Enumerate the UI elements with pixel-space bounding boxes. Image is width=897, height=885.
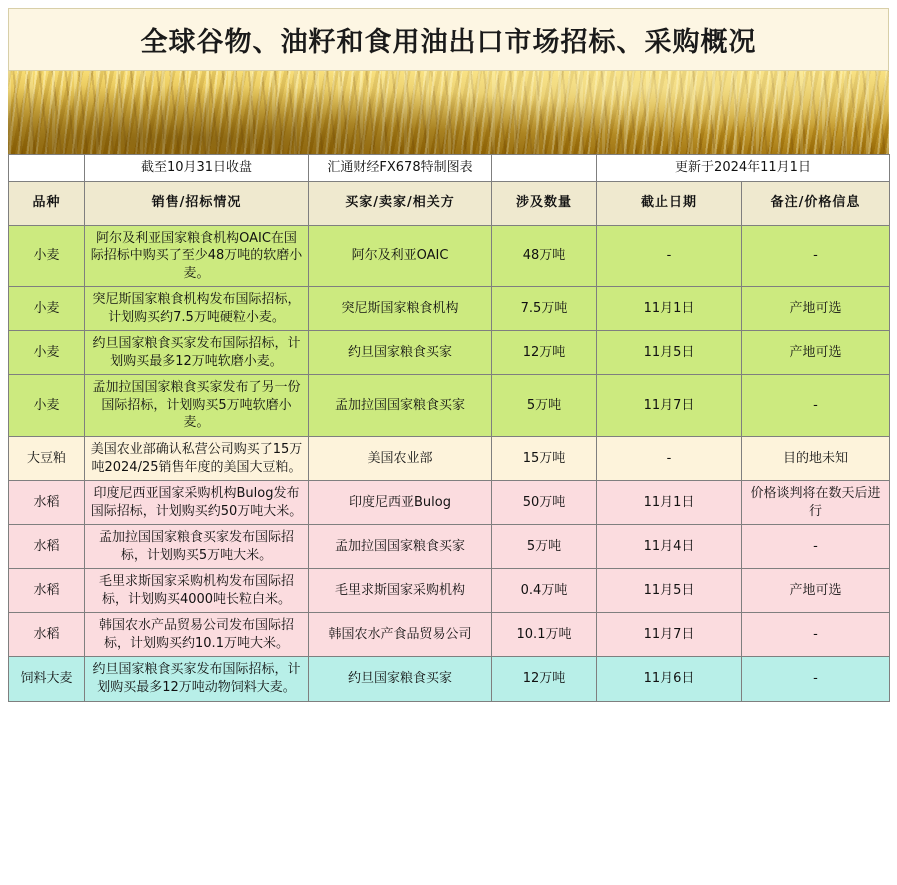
cell-note: -: [742, 525, 890, 569]
cell-category: 大豆粕: [9, 437, 85, 481]
cell-description: 约旦国家粮食买家发布国际招标，计划购买最多12万吨动物饲料大麦。: [85, 657, 309, 701]
table-row: [9, 331, 890, 375]
cell-quantity: 7.5万吨: [492, 287, 597, 331]
cell-category: 水稻: [9, 613, 85, 657]
meta-blank-cell-2: [492, 155, 597, 182]
tender-table: [8, 154, 890, 702]
cell-party: 印度尼西亚Bulog: [309, 481, 492, 525]
table-row: [9, 225, 890, 287]
cell-category: 小麦: [9, 375, 85, 437]
cell-note: 目的地未知: [742, 437, 890, 481]
table-row: [9, 525, 890, 569]
cell-quantity: 50万吨: [492, 481, 597, 525]
cell-deadline: -: [597, 437, 742, 481]
cell-quantity: 15万吨: [492, 437, 597, 481]
page-title: 全球谷物、油籽和食用油出口市场招标、采购概况: [140, 27, 757, 58]
source-note: 汇通财经FX678特制图表: [309, 155, 492, 182]
cell-category: 水稻: [9, 481, 85, 525]
cell-party: 孟加拉国国家粮食买家: [309, 525, 492, 569]
column-header-deadline: 截止日期: [597, 181, 742, 225]
table-row: [9, 375, 890, 437]
cell-quantity: 12万吨: [492, 657, 597, 701]
table-row: [9, 437, 890, 481]
cell-deadline: 11月5日: [597, 331, 742, 375]
cell-description: 美国农业部确认私营公司购买了15万吨2024/25销售年度的美国大豆粕。: [85, 437, 309, 481]
cell-description: 阿尔及利亚国家粮食机构OAIC在国际招标中购买了至少48万吨的软磨小麦。: [85, 225, 309, 287]
cell-description: 孟加拉国国家粮食买家发布了另一份国际招标，计划购买5万吨软磨小麦。: [85, 375, 309, 437]
wheat-photo-shading: [8, 71, 889, 154]
title-banner: [8, 8, 889, 71]
close-note: 截至10月31日收盘: [85, 155, 309, 182]
cell-category: 小麦: [9, 331, 85, 375]
cell-category: 水稻: [9, 525, 85, 569]
cell-quantity: 48万吨: [492, 225, 597, 287]
cell-note: -: [742, 613, 890, 657]
table-row: [9, 481, 890, 525]
table-row: [9, 657, 890, 701]
cell-party: 毛里求斯国家采购机构: [309, 569, 492, 613]
cell-deadline: 11月1日: [597, 481, 742, 525]
table-row: [9, 613, 890, 657]
cell-quantity: 0.4万吨: [492, 569, 597, 613]
wheat-photo-banner: [8, 71, 889, 154]
update-note: 更新于2024年11月1日: [597, 155, 890, 182]
table-row: [9, 287, 890, 331]
cell-deadline: 11月1日: [597, 287, 742, 331]
cell-note: -: [742, 225, 890, 287]
cell-note: 产地可选: [742, 569, 890, 613]
cell-note: -: [742, 657, 890, 701]
cell-party: 美国农业部: [309, 437, 492, 481]
cell-description: 毛里求斯国家采购机构发布国际招标，计划购买4000吨长粒白米。: [85, 569, 309, 613]
cell-deadline: 11月5日: [597, 569, 742, 613]
cell-party: 突尼斯国家粮食机构: [309, 287, 492, 331]
cell-category: 小麦: [9, 225, 85, 287]
cell-deadline: 11月4日: [597, 525, 742, 569]
column-header-category: 品种: [9, 181, 85, 225]
cell-party: 阿尔及利亚OAIC: [309, 225, 492, 287]
meta-row: [9, 155, 890, 182]
cell-party: 韩国农水产食品贸易公司: [309, 613, 492, 657]
cell-note: 价格谈判将在数天后进行: [742, 481, 890, 525]
cell-category: 水稻: [9, 569, 85, 613]
cell-deadline: -: [597, 225, 742, 287]
cell-note: 产地可选: [742, 331, 890, 375]
cell-quantity: 5万吨: [492, 525, 597, 569]
cell-party: 孟加拉国国家粮食买家: [309, 375, 492, 437]
cell-deadline: 11月7日: [597, 375, 742, 437]
cell-deadline: 11月7日: [597, 613, 742, 657]
cell-quantity: 5万吨: [492, 375, 597, 437]
table-row: [9, 569, 890, 613]
cell-party: 约旦国家粮食买家: [309, 331, 492, 375]
table-header-row: [9, 181, 890, 225]
column-header-quantity: 涉及数量: [492, 181, 597, 225]
cell-quantity: 10.1万吨: [492, 613, 597, 657]
cell-category: 饲料大麦: [9, 657, 85, 701]
cell-description: 突尼斯国家粮食机构发布国际招标，计划购买约7.5万吨硬粒小麦。: [85, 287, 309, 331]
cell-description: 印度尼西亚国家采购机构Bulog发布国际招标，计划购买约50万吨大米。: [85, 481, 309, 525]
cell-description: 约旦国家粮食买家发布国际招标，计划购买最多12万吨软磨小麦。: [85, 331, 309, 375]
meta-blank-cell: [9, 155, 85, 182]
cell-note: 产地可选: [742, 287, 890, 331]
cell-deadline: 11月6日: [597, 657, 742, 701]
column-header-description: 销售/招标情况: [85, 181, 309, 225]
cell-note: -: [742, 375, 890, 437]
cell-quantity: 12万吨: [492, 331, 597, 375]
cell-category: 小麦: [9, 287, 85, 331]
column-header-party: 买家/卖家/相关方: [309, 181, 492, 225]
cell-party: 约旦国家粮食买家: [309, 657, 492, 701]
column-header-note: 备注/价格信息: [742, 181, 890, 225]
cell-description: 韩国农水产品贸易公司发布国际招标，计划购买约10.1万吨大米。: [85, 613, 309, 657]
cell-description: 孟加拉国国家粮食买家发布国际招标，计划购买5万吨大米。: [85, 525, 309, 569]
